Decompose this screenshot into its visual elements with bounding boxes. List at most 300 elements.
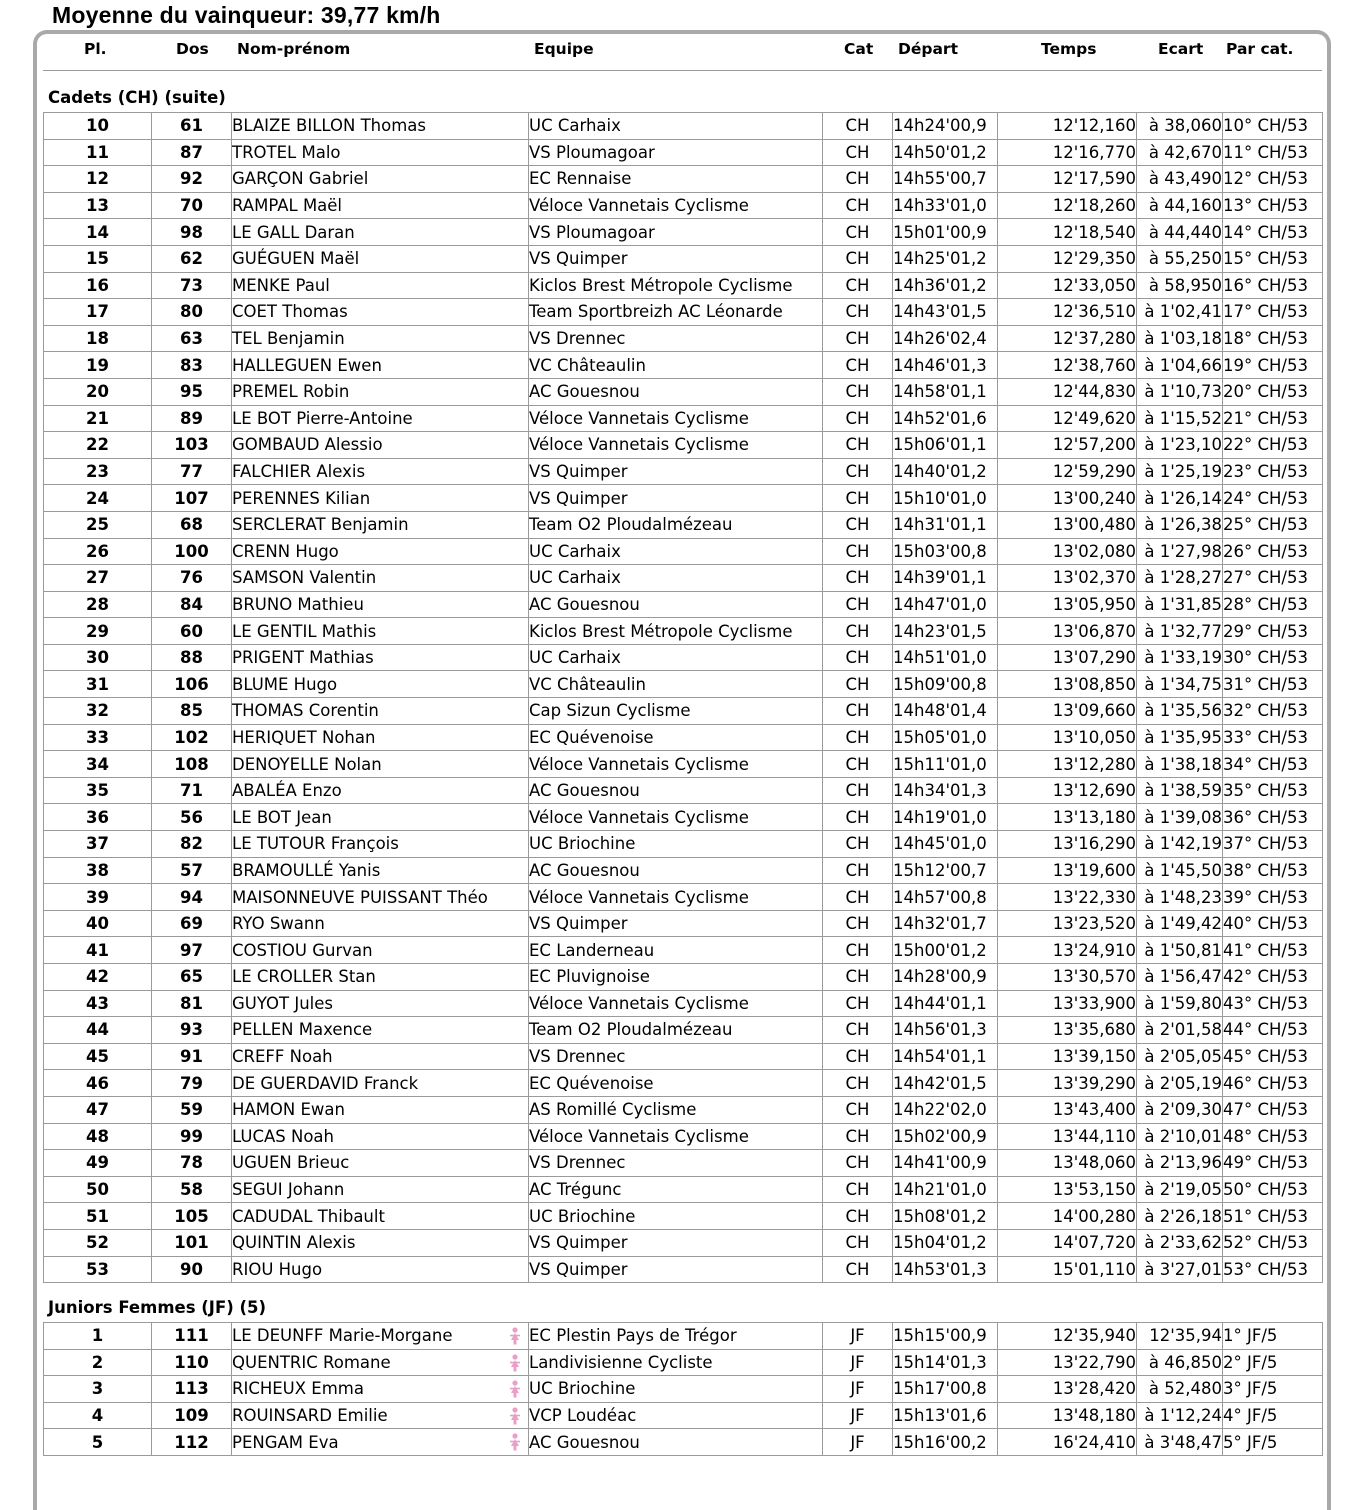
name-cell: THOMAS Corentin	[232, 698, 529, 725]
category-rank-cell: 28° CH/53	[1223, 591, 1323, 618]
gap-cell: à 1'50,81	[1137, 937, 1223, 964]
gap-cell: à 38,060	[1137, 113, 1223, 140]
time-cell: 13'44,110	[998, 1123, 1137, 1150]
category-cell: CH	[823, 831, 893, 858]
table-row	[44, 1349, 1323, 1376]
start-time-cell: 14h57'00,8	[893, 884, 998, 911]
results-table-cadets	[43, 112, 1323, 1283]
name-cell: LE TUTOUR François	[232, 831, 529, 858]
team-cell: VCP Loudéac	[529, 1402, 823, 1429]
team-cell: Team Sportbreizh AC Léonarde	[529, 299, 823, 326]
table-row	[44, 910, 1323, 937]
name-cell: UGUEN Brieuc	[232, 1150, 529, 1177]
header-equipe: Equipe	[534, 40, 594, 58]
bib-cell: 87	[152, 139, 232, 166]
table-row	[44, 1256, 1323, 1283]
place-cell: 2	[44, 1349, 152, 1376]
team-cell: VS Ploumagoar	[529, 139, 823, 166]
header-temps: Temps	[1041, 40, 1097, 58]
table-row	[44, 1229, 1323, 1256]
table-row	[44, 139, 1323, 166]
table-row	[44, 698, 1323, 725]
gap-cell: à 1'03,18	[1137, 325, 1223, 352]
table-row	[44, 990, 1323, 1017]
gap-cell: à 44,440	[1137, 219, 1223, 246]
start-time-cell: 14h50'01,2	[893, 139, 998, 166]
table-row	[44, 591, 1323, 618]
time-cell: 13'30,570	[998, 964, 1137, 991]
bib-cell: 61	[152, 113, 232, 140]
bib-cell: 105	[152, 1203, 232, 1230]
bib-cell: 93	[152, 1017, 232, 1044]
time-cell: 12'29,350	[998, 245, 1137, 272]
category-cell: CH	[823, 698, 893, 725]
category-rank-cell: 36° CH/53	[1223, 804, 1323, 831]
start-time-cell: 15h16'00,2	[893, 1429, 998, 1456]
table-row	[44, 1017, 1323, 1044]
time-cell: 12'36,510	[998, 299, 1137, 326]
place-cell: 33	[44, 724, 152, 751]
gap-cell: à 1'27,98	[1137, 538, 1223, 565]
start-time-cell: 14h44'01,1	[893, 990, 998, 1017]
header-dos: Dos	[176, 40, 209, 58]
category-rank-cell: 1° JF/5	[1223, 1323, 1323, 1350]
table-row	[44, 405, 1323, 432]
team-cell: UC Carhaix	[529, 565, 823, 592]
name-cell: LE GALL Daran	[232, 219, 529, 246]
page-title: Moyenne du vainqueur: 39,77 km/h	[52, 2, 441, 28]
category-rank-cell: 4° JF/5	[1223, 1402, 1323, 1429]
time-cell: 13'48,180	[998, 1402, 1137, 1429]
team-cell: Véloce Vannetais Cyclisme	[529, 432, 823, 459]
team-cell: Team O2 Ploudalmézeau	[529, 511, 823, 538]
gap-cell: à 1'02,41	[1137, 299, 1223, 326]
category-cell: JF	[823, 1429, 893, 1456]
gap-cell: à 42,670	[1137, 139, 1223, 166]
category-rank-cell: 35° CH/53	[1223, 777, 1323, 804]
category-cell: CH	[823, 777, 893, 804]
team-cell: AS Romillé Cyclisme	[529, 1096, 823, 1123]
team-cell: AC Gouesnou	[529, 591, 823, 618]
bib-cell: 91	[152, 1043, 232, 1070]
female-rider-icon	[508, 1407, 522, 1425]
time-cell: 12'44,830	[998, 378, 1137, 405]
category-rank-cell: 33° CH/53	[1223, 724, 1323, 751]
place-cell: 3	[44, 1376, 152, 1403]
start-time-cell: 14h28'00,9	[893, 964, 998, 991]
time-cell: 13'09,660	[998, 698, 1137, 725]
team-cell: UC Briochine	[529, 831, 823, 858]
place-cell: 15	[44, 245, 152, 272]
place-cell: 4	[44, 1402, 152, 1429]
table-row	[44, 1402, 1323, 1429]
bib-cell: 107	[152, 485, 232, 512]
time-cell: 13'22,790	[998, 1349, 1137, 1376]
name-cell: RICHEUX Emma	[232, 1376, 529, 1403]
category-cell: CH	[823, 325, 893, 352]
name-cell: HALLEGUEN Ewen	[232, 352, 529, 379]
place-cell: 38	[44, 857, 152, 884]
category-cell: CH	[823, 1070, 893, 1097]
time-cell: 13'22,330	[998, 884, 1137, 911]
team-cell: Véloce Vannetais Cyclisme	[529, 884, 823, 911]
place-cell: 30	[44, 644, 152, 671]
gap-cell: à 1'42,19	[1137, 831, 1223, 858]
place-cell: 23	[44, 458, 152, 485]
bib-cell: 68	[152, 511, 232, 538]
bib-cell: 110	[152, 1349, 232, 1376]
bib-cell: 85	[152, 698, 232, 725]
category-rank-cell: 47° CH/53	[1223, 1096, 1323, 1123]
place-cell: 11	[44, 139, 152, 166]
time-cell: 12'35,940	[998, 1323, 1137, 1350]
gap-cell: à 1'48,23	[1137, 884, 1223, 911]
category-cell: CH	[823, 352, 893, 379]
start-time-cell: 14h25'01,2	[893, 245, 998, 272]
name-cell: CADUDAL Thibault	[232, 1203, 529, 1230]
place-cell: 16	[44, 272, 152, 299]
team-cell: Véloce Vannetais Cyclisme	[529, 990, 823, 1017]
category-rank-cell: 16° CH/53	[1223, 272, 1323, 299]
header-parcat: Par cat.	[1226, 40, 1294, 58]
name-cell: PELLEN Maxence	[232, 1017, 529, 1044]
place-cell: 53	[44, 1256, 152, 1283]
category-rank-cell: 31° CH/53	[1223, 671, 1323, 698]
start-time-cell: 14h47'01,0	[893, 591, 998, 618]
time-cell: 13'08,850	[998, 671, 1137, 698]
time-cell: 13'00,240	[998, 485, 1137, 512]
table-row	[44, 113, 1323, 140]
name-cell: PERENNES Kilian	[232, 485, 529, 512]
bib-cell: 112	[152, 1429, 232, 1456]
start-time-cell: 14h56'01,3	[893, 1017, 998, 1044]
gap-cell: à 3'27,01	[1137, 1256, 1223, 1283]
start-time-cell: 14h32'01,7	[893, 910, 998, 937]
category-rank-cell: 48° CH/53	[1223, 1123, 1323, 1150]
start-time-cell: 14h55'00,7	[893, 166, 998, 193]
bib-cell: 109	[152, 1402, 232, 1429]
place-cell: 45	[44, 1043, 152, 1070]
bib-cell: 89	[152, 405, 232, 432]
category-cell: CH	[823, 1256, 893, 1283]
table-row	[44, 458, 1323, 485]
gap-cell: à 1'04,66	[1137, 352, 1223, 379]
bib-cell: 111	[152, 1323, 232, 1350]
time-cell: 13'02,370	[998, 565, 1137, 592]
table-row	[44, 432, 1323, 459]
category-rank-cell: 41° CH/53	[1223, 937, 1323, 964]
team-cell: EC Rennaise	[529, 166, 823, 193]
name-cell: ROUINSARD Emilie	[232, 1402, 529, 1429]
team-cell: UC Briochine	[529, 1376, 823, 1403]
time-cell: 13'02,080	[998, 538, 1137, 565]
name-cell: QUINTIN Alexis	[232, 1229, 529, 1256]
results-table-juniors-femmes	[43, 1322, 1323, 1456]
table-row	[44, 272, 1323, 299]
category-cell: CH	[823, 458, 893, 485]
category-cell: CH	[823, 857, 893, 884]
time-cell: 13'13,180	[998, 804, 1137, 831]
bib-cell: 59	[152, 1096, 232, 1123]
table-row	[44, 884, 1323, 911]
table-row	[44, 1376, 1323, 1403]
category-rank-cell: 12° CH/53	[1223, 166, 1323, 193]
category-cell: CH	[823, 644, 893, 671]
gap-cell: à 1'12,24	[1137, 1402, 1223, 1429]
name-cell: CRENN Hugo	[232, 538, 529, 565]
team-cell: Team O2 Ploudalmézeau	[529, 1017, 823, 1044]
bib-cell: 62	[152, 245, 232, 272]
gap-cell: à 44,160	[1137, 192, 1223, 219]
start-time-cell: 15h10'01,0	[893, 485, 998, 512]
category-cell: JF	[823, 1376, 893, 1403]
category-rank-cell: 34° CH/53	[1223, 751, 1323, 778]
time-cell: 13'12,690	[998, 777, 1137, 804]
start-time-cell: 14h42'01,5	[893, 1070, 998, 1097]
team-cell: VS Drennec	[529, 325, 823, 352]
team-cell: VS Quimper	[529, 485, 823, 512]
team-cell: VS Drennec	[529, 1150, 823, 1177]
gap-cell: à 1'56,47	[1137, 964, 1223, 991]
name-cell: RAMPAL Maël	[232, 192, 529, 219]
gap-cell: à 1'33,19	[1137, 644, 1223, 671]
category-cell: CH	[823, 166, 893, 193]
name-cell: SERCLERAT Benjamin	[232, 511, 529, 538]
table-row	[44, 1123, 1323, 1150]
category-rank-cell: 29° CH/53	[1223, 618, 1323, 645]
place-cell: 12	[44, 166, 152, 193]
start-time-cell: 15h05'01,0	[893, 724, 998, 751]
bib-cell: 63	[152, 325, 232, 352]
bib-cell: 100	[152, 538, 232, 565]
table-row	[44, 804, 1323, 831]
name-cell: COSTIOU Gurvan	[232, 937, 529, 964]
place-cell: 32	[44, 698, 152, 725]
name-cell: SEGUI Johann	[232, 1176, 529, 1203]
place-cell: 36	[44, 804, 152, 831]
name-cell: COET Thomas	[232, 299, 529, 326]
category-cell: JF	[823, 1349, 893, 1376]
time-cell: 13'24,910	[998, 937, 1137, 964]
gap-cell: à 1'15,52	[1137, 405, 1223, 432]
time-cell: 13'10,050	[998, 724, 1137, 751]
team-cell: Landivisienne Cycliste	[529, 1349, 823, 1376]
table-row	[44, 299, 1323, 326]
bib-cell: 80	[152, 299, 232, 326]
table-row	[44, 1096, 1323, 1123]
table-row	[44, 1429, 1323, 1456]
start-time-cell: 14h53'01,3	[893, 1256, 998, 1283]
place-cell: 21	[44, 405, 152, 432]
place-cell: 5	[44, 1429, 152, 1456]
gap-cell: à 3'48,47	[1137, 1429, 1223, 1456]
start-time-cell: 14h40'01,2	[893, 458, 998, 485]
place-cell: 29	[44, 618, 152, 645]
category-cell: CH	[823, 405, 893, 432]
table-row	[44, 538, 1323, 565]
name-cell: RIOU Hugo	[232, 1256, 529, 1283]
category-cell: CH	[823, 804, 893, 831]
female-rider-icon	[508, 1327, 522, 1345]
bib-cell: 84	[152, 591, 232, 618]
time-cell: 13'05,950	[998, 591, 1137, 618]
start-time-cell: 14h45'01,0	[893, 831, 998, 858]
place-cell: 48	[44, 1123, 152, 1150]
table-row	[44, 831, 1323, 858]
category-cell: CH	[823, 565, 893, 592]
team-cell: Kiclos Brest Métropole Cyclisme	[529, 618, 823, 645]
name-cell: HERIQUET Nohan	[232, 724, 529, 751]
category-rank-cell: 23° CH/53	[1223, 458, 1323, 485]
category-cell: CH	[823, 724, 893, 751]
time-cell: 13'39,290	[998, 1070, 1137, 1097]
start-time-cell: 14h52'01,6	[893, 405, 998, 432]
start-time-cell: 14h33'01,0	[893, 192, 998, 219]
gap-cell: à 2'10,01	[1137, 1123, 1223, 1150]
name-cell: PENGAM Eva	[232, 1429, 529, 1456]
time-cell: 13'06,870	[998, 618, 1137, 645]
time-cell: 13'28,420	[998, 1376, 1137, 1403]
bib-cell: 108	[152, 751, 232, 778]
table-row	[44, 777, 1323, 804]
name-cell: DENOYELLE Nolan	[232, 751, 529, 778]
table-row	[44, 219, 1323, 246]
time-cell: 12'16,770	[998, 139, 1137, 166]
team-cell: VS Quimper	[529, 1256, 823, 1283]
table-row	[44, 1323, 1323, 1350]
bib-cell: 97	[152, 937, 232, 964]
name-cell: TROTEL Malo	[232, 139, 529, 166]
header-rule	[43, 70, 1322, 71]
place-cell: 22	[44, 432, 152, 459]
gap-cell: à 43,490	[1137, 166, 1223, 193]
female-rider-icon	[508, 1433, 522, 1451]
place-cell: 31	[44, 671, 152, 698]
time-cell: 12'12,160	[998, 113, 1137, 140]
bib-cell: 65	[152, 964, 232, 991]
time-cell: 12'57,200	[998, 432, 1137, 459]
time-cell: 13'00,480	[998, 511, 1137, 538]
category-rank-cell: 37° CH/53	[1223, 831, 1323, 858]
category-rank-cell: 14° CH/53	[1223, 219, 1323, 246]
table-row	[44, 937, 1323, 964]
header-cat: Cat	[844, 40, 874, 58]
table-row	[44, 565, 1323, 592]
team-cell: Véloce Vannetais Cyclisme	[529, 405, 823, 432]
gap-cell: à 2'05,05	[1137, 1043, 1223, 1070]
time-cell: 13'07,290	[998, 644, 1137, 671]
time-cell: 13'53,150	[998, 1176, 1137, 1203]
category-rank-cell: 38° CH/53	[1223, 857, 1323, 884]
place-cell: 10	[44, 113, 152, 140]
category-cell: CH	[823, 990, 893, 1017]
female-rider-icon	[508, 1354, 522, 1372]
team-cell: UC Carhaix	[529, 538, 823, 565]
team-cell: AC Trégunc	[529, 1176, 823, 1203]
bib-cell: 102	[152, 724, 232, 751]
table-row	[44, 166, 1323, 193]
table-row	[44, 1203, 1323, 1230]
start-time-cell: 14h41'00,9	[893, 1150, 998, 1177]
name-cell: SAMSON Valentin	[232, 565, 529, 592]
category-rank-cell: 50° CH/53	[1223, 1176, 1323, 1203]
bib-cell: 82	[152, 831, 232, 858]
team-cell: EC Landerneau	[529, 937, 823, 964]
category-cell: CH	[823, 751, 893, 778]
team-cell: VS Quimper	[529, 458, 823, 485]
category-rank-cell: 27° CH/53	[1223, 565, 1323, 592]
bib-cell: 95	[152, 378, 232, 405]
category-rank-cell: 15° CH/53	[1223, 245, 1323, 272]
category-cell: CH	[823, 1017, 893, 1044]
category-cell: CH	[823, 432, 893, 459]
time-cell: 12'33,050	[998, 272, 1137, 299]
gap-cell: à 1'38,59	[1137, 777, 1223, 804]
start-time-cell: 14h51'01,0	[893, 644, 998, 671]
gap-cell: à 2'09,30	[1137, 1096, 1223, 1123]
start-time-cell: 15h02'00,9	[893, 1123, 998, 1150]
gap-cell: à 55,250	[1137, 245, 1223, 272]
gap-cell: à 58,950	[1137, 272, 1223, 299]
category-rank-cell: 5° JF/5	[1223, 1429, 1323, 1456]
start-time-cell: 14h21'01,0	[893, 1176, 998, 1203]
time-cell: 12'38,760	[998, 352, 1137, 379]
category-cell: CH	[823, 1043, 893, 1070]
team-cell: VS Quimper	[529, 910, 823, 937]
start-time-cell: 15h14'01,3	[893, 1349, 998, 1376]
start-time-cell: 15h15'00,9	[893, 1323, 998, 1350]
name-cell: LE BOT Jean	[232, 804, 529, 831]
time-cell: 12'49,620	[998, 405, 1137, 432]
team-cell: Cap Sizun Cyclisme	[529, 698, 823, 725]
category-rank-cell: 52° CH/53	[1223, 1229, 1323, 1256]
time-cell: 13'33,900	[998, 990, 1137, 1017]
name-cell: BLAIZE BILLON Thomas	[232, 113, 529, 140]
category-rank-cell: 24° CH/53	[1223, 485, 1323, 512]
team-cell: AC Gouesnou	[529, 378, 823, 405]
team-cell: AC Gouesnou	[529, 777, 823, 804]
category-rank-cell: 2° JF/5	[1223, 1349, 1323, 1376]
place-cell: 47	[44, 1096, 152, 1123]
table-row	[44, 352, 1323, 379]
team-cell: EC Pluvignoise	[529, 964, 823, 991]
team-cell: AC Gouesnou	[529, 1429, 823, 1456]
bib-cell: 71	[152, 777, 232, 804]
name-cell: BRAMOULLÉ Yanis	[232, 857, 529, 884]
place-cell: 20	[44, 378, 152, 405]
gap-cell: à 1'35,95	[1137, 724, 1223, 751]
category-rank-cell: 45° CH/53	[1223, 1043, 1323, 1070]
start-time-cell: 15h06'01,1	[893, 432, 998, 459]
team-cell: EC Quévenoise	[529, 1070, 823, 1097]
category-cell: JF	[823, 1402, 893, 1429]
category-cell: CH	[823, 1096, 893, 1123]
category-cell: CH	[823, 378, 893, 405]
gap-cell: à 1'10,73	[1137, 378, 1223, 405]
place-cell: 17	[44, 299, 152, 326]
start-time-cell: 15h03'00,8	[893, 538, 998, 565]
place-cell: 40	[44, 910, 152, 937]
team-cell: VS Ploumagoar	[529, 219, 823, 246]
place-cell: 28	[44, 591, 152, 618]
team-cell: VS Drennec	[529, 1043, 823, 1070]
gap-cell: à 52,480	[1137, 1376, 1223, 1403]
gap-cell: à 1'35,56	[1137, 698, 1223, 725]
gap-cell: à 2'26,18	[1137, 1203, 1223, 1230]
bib-cell: 101	[152, 1229, 232, 1256]
category-rank-cell: 11° CH/53	[1223, 139, 1323, 166]
place-cell: 42	[44, 964, 152, 991]
